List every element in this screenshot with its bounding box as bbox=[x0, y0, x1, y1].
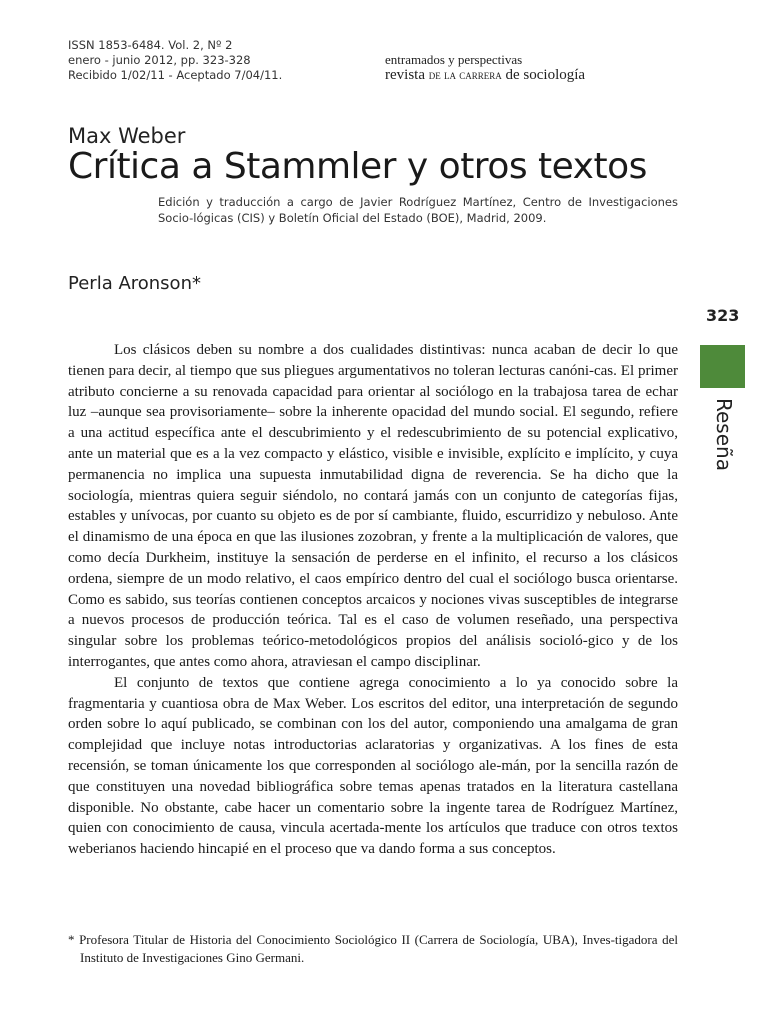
journal-word-carrera: de la carrera bbox=[428, 67, 502, 82]
footnote: * Profesora Titular de Historia del Conocimiento Sociológico II (Carrera de Sociología, UBA), Inves-tigadora del Instituto de Investigaciones Gino Germani. bbox=[68, 932, 678, 965]
received-line: Recibido 1/02/11 - Aceptado 7/04/11. bbox=[68, 68, 283, 82]
journal-line-2 bbox=[385, 67, 585, 83]
journal-word-revista: revista bbox=[385, 67, 425, 83]
date-line: enero - junio 2012, pp. 323-328 bbox=[68, 53, 251, 67]
journal-word-sociologia: de sociología bbox=[505, 67, 586, 83]
reviewer-name: Perla Aronson* bbox=[68, 273, 201, 294]
section-label-container bbox=[702, 398, 742, 488]
book-title: Crítica a Stammler y otros textos bbox=[68, 146, 647, 187]
body-paragraph-2: El conjunto de textos que contiene agrega conocimiento a lo ya conocido sobre la fragmentaria y cuantiosa obra de Max Weber. Los escritos del editor, una interpretación de segundo orden sobre lo aquí publicado, se combinan con los del autor, componiendo una amalgama de gran complejidad que incluye notas introductorias aclaratorias y organizativas. A los fines de esta recensión, se toman únicamente los que corresponden al sociólogo ale-mán, por la sencilla razón de que constituyen una novedad bibliográfica sobre temas apenas tratados en la literatura castellana disponible. No obstante, cabe hacer un comentario sobre la ingente tarea de Rodríguez Martínez, quien con conocimiento de causa, vincula acertada-mente los artículos que traduce con otros textos weberianos haciendo hincapié en el proceso que va dando forma a sus conceptos. bbox=[68, 674, 678, 858]
page-number: 323 bbox=[706, 306, 740, 325]
body-paragraph-1: Los clásicos deben su nombre a dos cualidades distintivas: nunca acaban de decir lo que tienen para decir, al tiempo que sus pliegues argumentativos no toleran lecturas canóni-cas. El primer atributo concierne a su renovada capacidad para orientar al sociólogo en la trabajosa tarea de echar luz –aunque sea provisoriamente– sobre la inherente opacidad del mundo social. El segundo, refiere a una actitud específica ante el descubrimiento y el redescubrimiento de su potencial explicativo, ante un material que es a la vez compacto y elástico, visible e invisible, explícito e implícito, y cuya permanencia no implica una supuesta inmutabilidad digna de reverencia. Se ha dicho que la sociología, mientras quiera seguir siéndolo, no contará jamás con un conjunto de categorías fijas, estables y unívocas, por cuanto su objeto es de por sí cambiante, fluido, escurridizo y nebuloso. Ante el dinamismo de una época en que las ilusiones zozobran, y frente a la multiplicación de valores, que como decía Durkheim, instituye la sensación de perderse en el infinito, el recurso a los clásicos ordena, siempre de un modo relativo, el caos empírico dentro del cual el sociólogo busca orientarse. Como es sabido, sus teorías contienen conceptos arcaicos y nociones vivas susceptibles de integrarse a nuevos procesos de producción teórica. Tal es el caso de volumen reseñado, una perspectiva singular sobre los problemas teórico-metodológicos propios del análisis socioló-gico y de los interrogantes, que antes como ahora, atraviesan el campo disciplinar. bbox=[68, 342, 678, 670]
publication-meta bbox=[68, 38, 282, 83]
article-body bbox=[68, 340, 678, 860]
section-color-block bbox=[700, 345, 745, 388]
journal-line-1: entramados y perspectivas bbox=[385, 52, 523, 67]
issn-line: ISSN 1853-6484. Vol. 2, Nº 2 bbox=[68, 38, 233, 52]
edition-info: Edición y traducción a cargo de Javier Rodríguez Martínez, Centro de Investigaciones Socio-lógicas (CIS) y Boletín Oficial del Estado (BOE), Madrid, 2009. bbox=[158, 195, 678, 225]
book-author: Max Weber bbox=[68, 124, 186, 148]
section-label: Reseña bbox=[712, 398, 736, 471]
journal-name bbox=[385, 52, 585, 83]
